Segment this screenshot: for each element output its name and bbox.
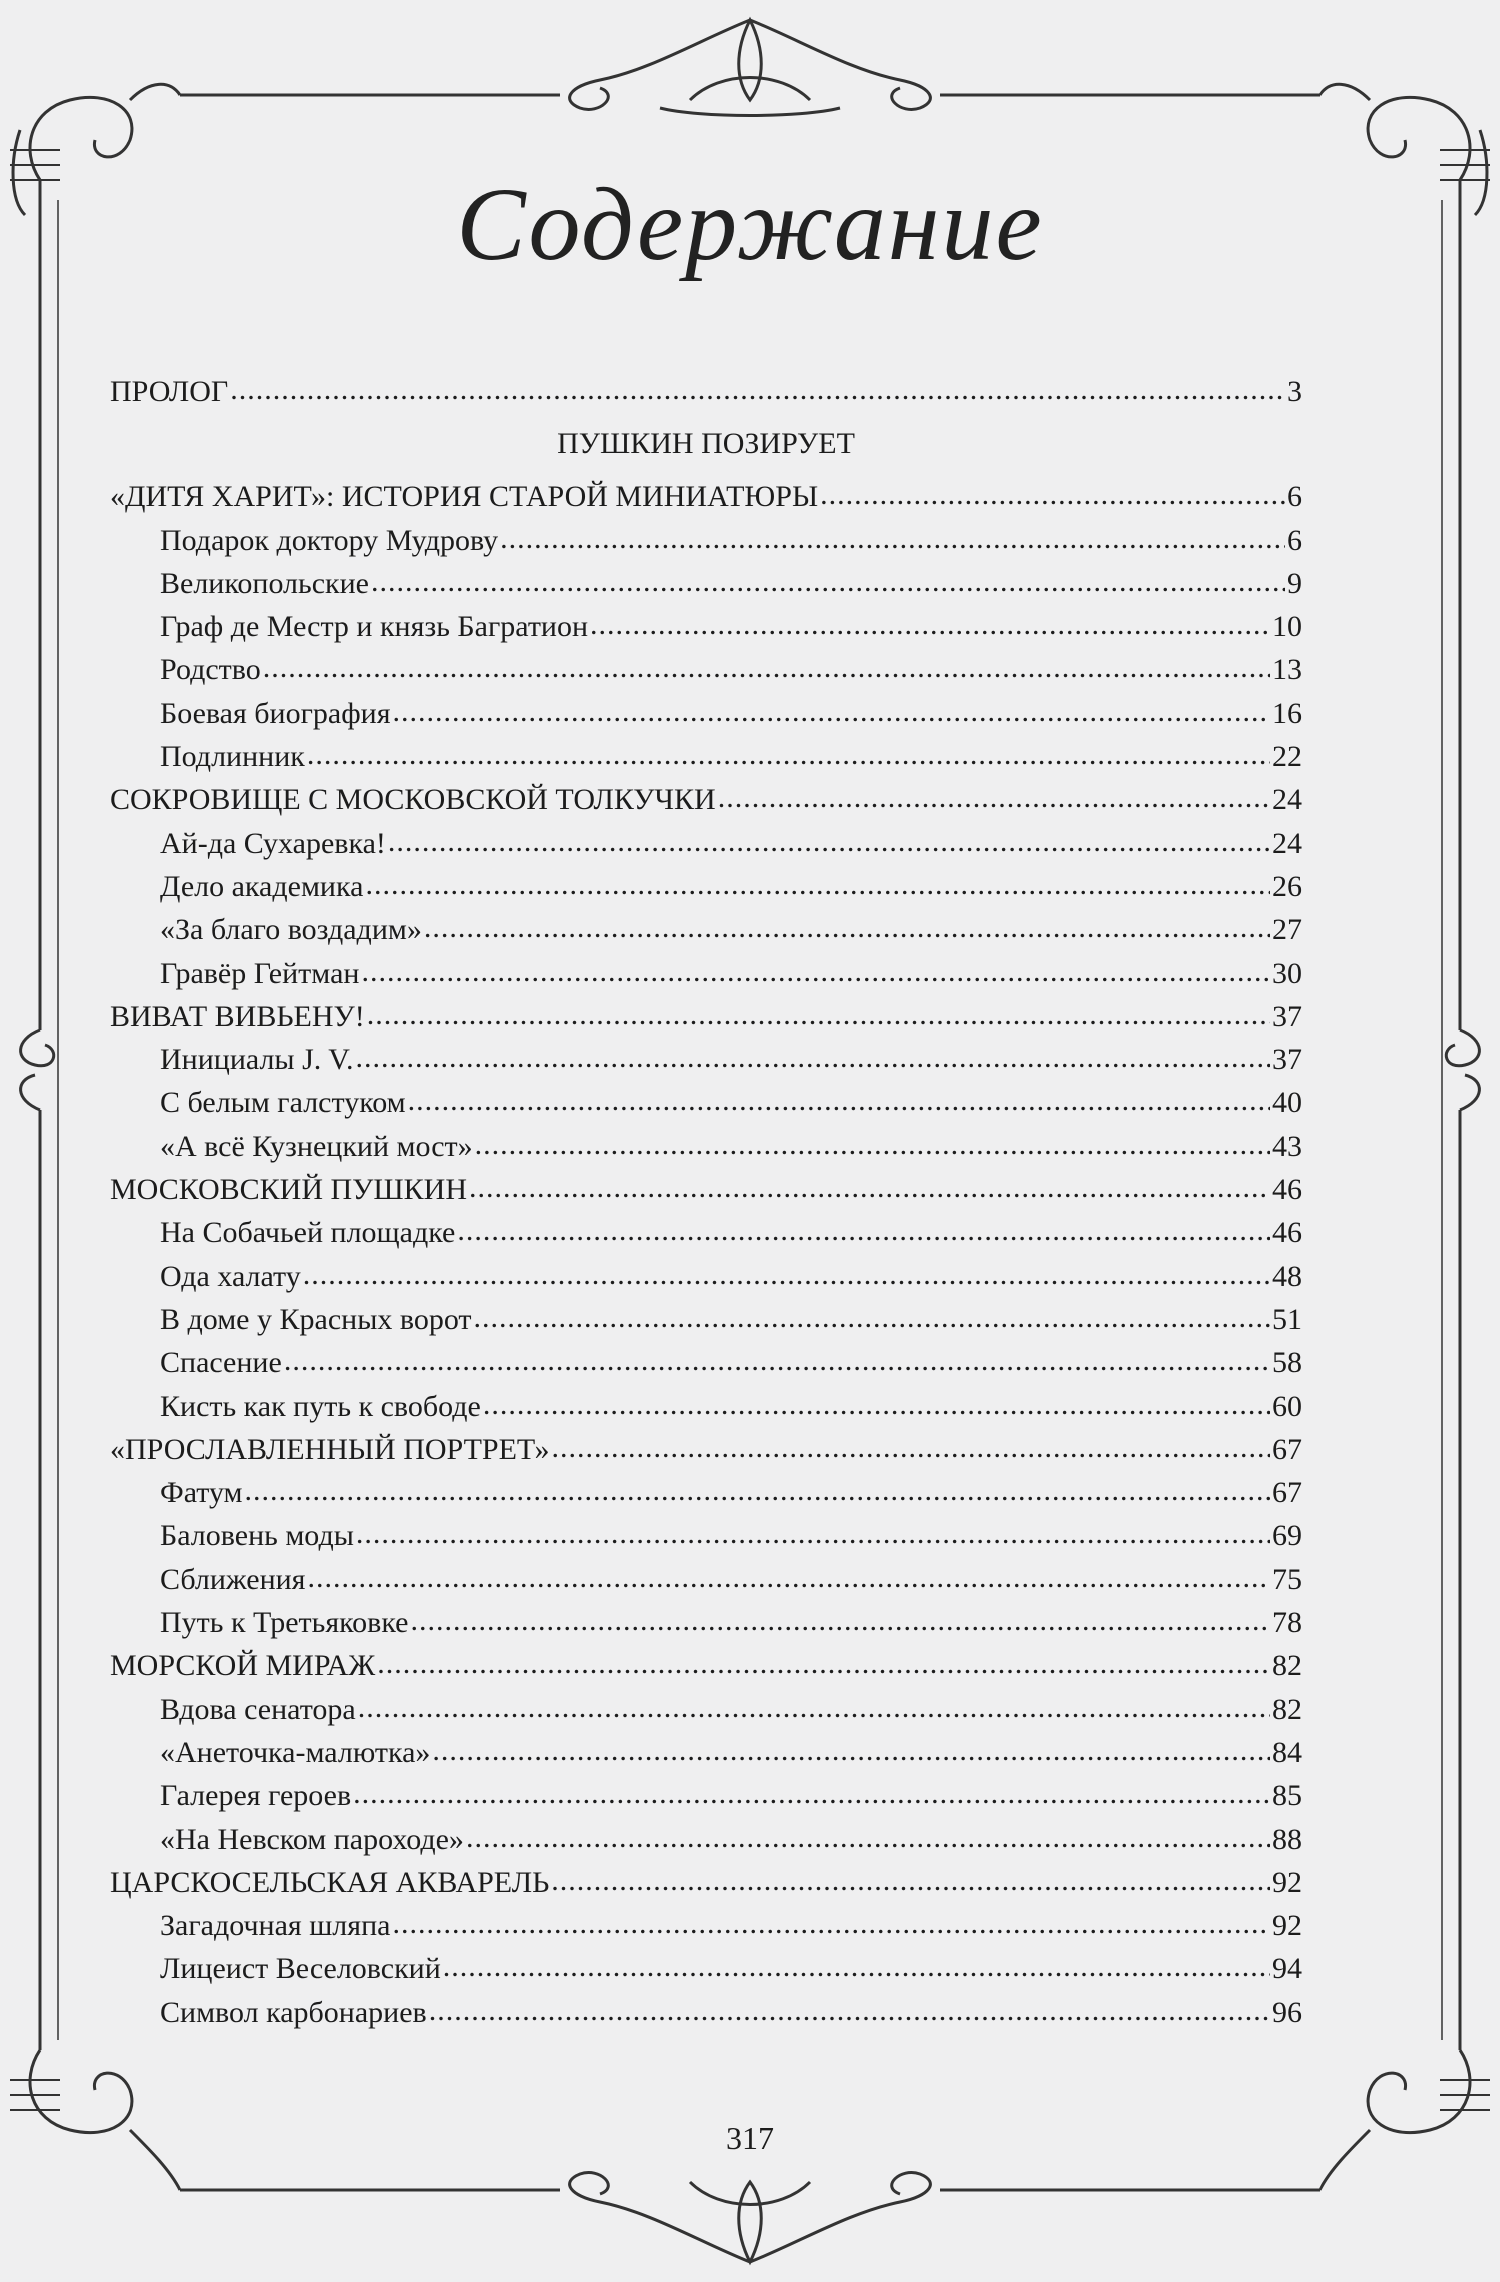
toc-entry-page: 37 (1272, 999, 1302, 1033)
toc-entry-title: ПРОЛОГ (110, 375, 229, 408)
toc-subsection-entry (110, 1947, 1302, 1990)
toc-subsection-entry (110, 865, 1302, 908)
toc-part-heading (110, 413, 1302, 475)
toc-entry-title: Вдова сенатора (160, 1692, 356, 1726)
toc-entry-title: Загадочная шляпа (160, 1909, 391, 1943)
page-title: Содержание (456, 167, 1044, 282)
toc-entry-page: 67 (1272, 1476, 1302, 1510)
toc-entry-page: 58 (1272, 1346, 1302, 1380)
toc-entry-page: 67 (1272, 1432, 1302, 1466)
toc-entry-page: 9 (1287, 566, 1302, 600)
dot-leader (408, 1079, 1270, 1122)
dot-leader (358, 1686, 1270, 1729)
dot-leader (377, 1642, 1270, 1685)
dot-leader (307, 733, 1270, 776)
dot-leader (245, 1469, 1270, 1512)
toc-subsection-entry (110, 1081, 1302, 1124)
toc-entry-page: 78 (1272, 1606, 1302, 1640)
toc-section-entry (110, 370, 1302, 413)
dot-leader (483, 1383, 1270, 1426)
toc-section-entry (110, 1644, 1302, 1687)
dot-leader (353, 1772, 1270, 1815)
dot-leader (432, 1729, 1270, 1772)
toc-subsection-entry (110, 1125, 1302, 1168)
toc-section-entry (110, 1861, 1302, 1904)
toc-entry-page: 46 (1272, 1173, 1302, 1207)
toc-subsection-entry (110, 952, 1302, 995)
dot-leader (429, 1989, 1270, 2032)
toc-entry-title: Родство (160, 653, 261, 687)
toc-entry-title: «А всё Кузнецкий мост» (160, 1129, 473, 1163)
toc-subsection-entry (110, 1514, 1302, 1557)
toc-entry-title: «На Невском пароходе» (160, 1822, 464, 1856)
toc-entry-title: Галерея героев (160, 1779, 352, 1813)
toc-entry-page: 22 (1272, 740, 1302, 774)
toc-entry-title: На Собачьей площадке (160, 1216, 456, 1250)
toc-entry-page: 27 (1272, 913, 1302, 947)
dot-leader (263, 646, 1270, 689)
toc-entry-title: Баловень моды (160, 1519, 354, 1553)
dot-leader (718, 776, 1270, 819)
toc-entry-title: Инициалы J. V. (160, 1043, 354, 1077)
toc-entry-title: Граф де Местр и князь Багратион (160, 610, 589, 644)
toc-entry-page: 24 (1272, 826, 1302, 860)
toc-entry-title: «ПРОСЛАВЛЕННЫЙ ПОРТРЕТ» (110, 1432, 550, 1466)
toc-subsection-entry (110, 1904, 1302, 1947)
toc-entry-page: 6 (1287, 523, 1302, 557)
toc-entry-title: МОСКОВСКИЙ ПУШКИН (110, 1173, 468, 1207)
toc-entry-page: 88 (1272, 1822, 1302, 1856)
toc-entry-page: 37 (1272, 1043, 1302, 1077)
dot-leader (393, 690, 1270, 733)
toc-subsection-entry (110, 1385, 1302, 1428)
dot-leader (303, 1253, 1270, 1296)
toc-entry-page: 51 (1272, 1302, 1302, 1336)
dot-leader (356, 1036, 1270, 1079)
toc-entry-title: МОРСКОЙ МИРАЖ (110, 1649, 376, 1683)
toc-entry-title: Лицеист Веселовский (160, 1952, 441, 1986)
toc-section-entry (110, 1168, 1302, 1211)
toc-entry-page: 92 (1272, 1909, 1302, 1943)
dot-leader (365, 863, 1270, 906)
dot-leader (424, 906, 1270, 949)
toc-entry-title: Великопольские (160, 566, 369, 600)
toc-entry-page: 69 (1272, 1519, 1302, 1553)
toc-entry-title: Подлинник (160, 740, 305, 774)
toc-entry-page: 24 (1272, 783, 1302, 817)
toc-entry-title: В доме у Красных ворот (160, 1302, 472, 1336)
toc-entry-page: 13 (1272, 653, 1302, 687)
dot-leader (388, 820, 1270, 863)
toc-entry-title: Ода халату (160, 1259, 301, 1293)
toc-entry-page: 82 (1272, 1649, 1302, 1683)
toc-entry-title: «Анеточка-малютка» (160, 1735, 431, 1769)
toc-subsection-entry (110, 562, 1302, 605)
table-of-contents (110, 370, 1302, 2034)
toc-subsection-entry (110, 908, 1302, 951)
toc-entry-page: 10 (1272, 610, 1302, 644)
dot-leader (392, 1902, 1270, 1945)
toc-entry-title: Ай-да Сухаревка! (160, 826, 386, 860)
page-number: 317 (726, 2120, 774, 2156)
toc-entry-page: 6 (1287, 480, 1302, 514)
toc-entry-page: 46 (1272, 1216, 1302, 1250)
toc-entry-title: «За благо воздадим» (160, 913, 422, 947)
toc-entry-page: 82 (1272, 1692, 1302, 1726)
toc-entry-page: 94 (1272, 1952, 1302, 1986)
dot-leader (475, 1123, 1270, 1166)
toc-subsection-entry (110, 1991, 1302, 2034)
dot-leader (443, 1945, 1270, 1988)
toc-entry-title: Сближения (160, 1562, 306, 1596)
toc-subsection-entry (110, 1038, 1302, 1081)
toc-subsection-entry (110, 1298, 1302, 1341)
dot-leader (361, 950, 1270, 993)
toc-entry-page: 85 (1272, 1779, 1302, 1813)
toc-subsection-entry (110, 519, 1302, 562)
dot-leader (457, 1209, 1270, 1252)
toc-entry-title: ПУШКИН ПОЗИРУЕТ (557, 427, 855, 461)
toc-subsection-entry (110, 648, 1302, 691)
dot-leader (466, 1816, 1270, 1859)
toc-entry-title: «ДИТЯ ХАРИТ»: ИСТОРИЯ СТАРОЙ МИНИАТЮРЫ (110, 480, 819, 514)
toc-entry-title: Гравёр Гейтман (160, 956, 360, 990)
toc-subsection-entry (110, 1688, 1302, 1731)
dot-leader (551, 1859, 1270, 1902)
toc-entry-page: 92 (1272, 1865, 1302, 1899)
dot-leader (367, 993, 1270, 1036)
toc-subsection-entry (110, 1774, 1302, 1817)
toc-subsection-entry (110, 605, 1302, 648)
dot-leader (820, 473, 1285, 516)
toc-section-entry (110, 475, 1302, 518)
toc-entry-title: С белым галстуком (160, 1086, 406, 1120)
toc-entry-page: 96 (1272, 1995, 1302, 2029)
toc-entry-page: 16 (1272, 696, 1302, 730)
toc-subsection-entry (110, 1211, 1302, 1254)
toc-entry-title: Фатум (160, 1476, 243, 1510)
dot-leader (371, 560, 1285, 603)
toc-entry-page: 48 (1272, 1259, 1302, 1293)
toc-subsection-entry (110, 1255, 1302, 1298)
toc-entry-page: 75 (1272, 1562, 1302, 1596)
toc-subsection-entry (110, 1558, 1302, 1601)
dot-leader (551, 1426, 1270, 1469)
dot-leader (356, 1512, 1270, 1555)
toc-subsection-entry (110, 822, 1302, 865)
toc-subsection-entry (110, 735, 1302, 778)
dot-leader (469, 1166, 1270, 1209)
toc-entry-title: Дело академика (160, 869, 364, 903)
toc-entry-title: Символ карбонариев (160, 1995, 427, 2029)
toc-entry-title: Спасение (160, 1346, 282, 1380)
toc-entry-page: 30 (1272, 956, 1302, 990)
toc-entry-title: ЦАРСКОСЕЛЬСКАЯ АКВАРЕЛЬ (110, 1865, 550, 1899)
toc-subsection-entry (110, 692, 1302, 735)
toc-entry-title: Путь к Третьяковке (160, 1606, 409, 1640)
dot-leader (410, 1599, 1270, 1642)
toc-section-entry (110, 1428, 1302, 1471)
dot-leader (590, 603, 1270, 646)
toc-entry-title: Кисть как путь к свободе (160, 1389, 481, 1423)
dot-leader (474, 1296, 1270, 1339)
dot-leader (284, 1339, 1270, 1382)
toc-subsection-entry (110, 1471, 1302, 1514)
toc-entry-title: СОКРОВИЩЕ С МОСКОВСКОЙ ТОЛКУЧКИ (110, 783, 716, 817)
toc-section-entry (110, 995, 1302, 1038)
dot-leader (307, 1556, 1270, 1599)
toc-subsection-entry (110, 1601, 1302, 1644)
toc-section-entry (110, 778, 1302, 821)
toc-entry-page: 40 (1272, 1086, 1302, 1120)
toc-entry-page: 60 (1272, 1389, 1302, 1423)
toc-subsection-entry (110, 1341, 1302, 1384)
toc-subsection-entry (110, 1818, 1302, 1861)
toc-entry-page: 43 (1272, 1129, 1302, 1163)
toc-entry-page: 3 (1287, 375, 1302, 408)
toc-entry-title: Подарок доктору Мудрову (160, 523, 499, 557)
toc-entry-page: 26 (1272, 869, 1302, 903)
dot-leader (230, 368, 1285, 411)
toc-entry-title: ВИВАТ ВИВЬЕНУ! (110, 999, 365, 1033)
toc-entry-page: 84 (1272, 1735, 1302, 1769)
toc-subsection-entry (110, 1731, 1302, 1774)
toc-entry-title: Боевая биография (160, 696, 391, 730)
dot-leader (500, 517, 1285, 560)
